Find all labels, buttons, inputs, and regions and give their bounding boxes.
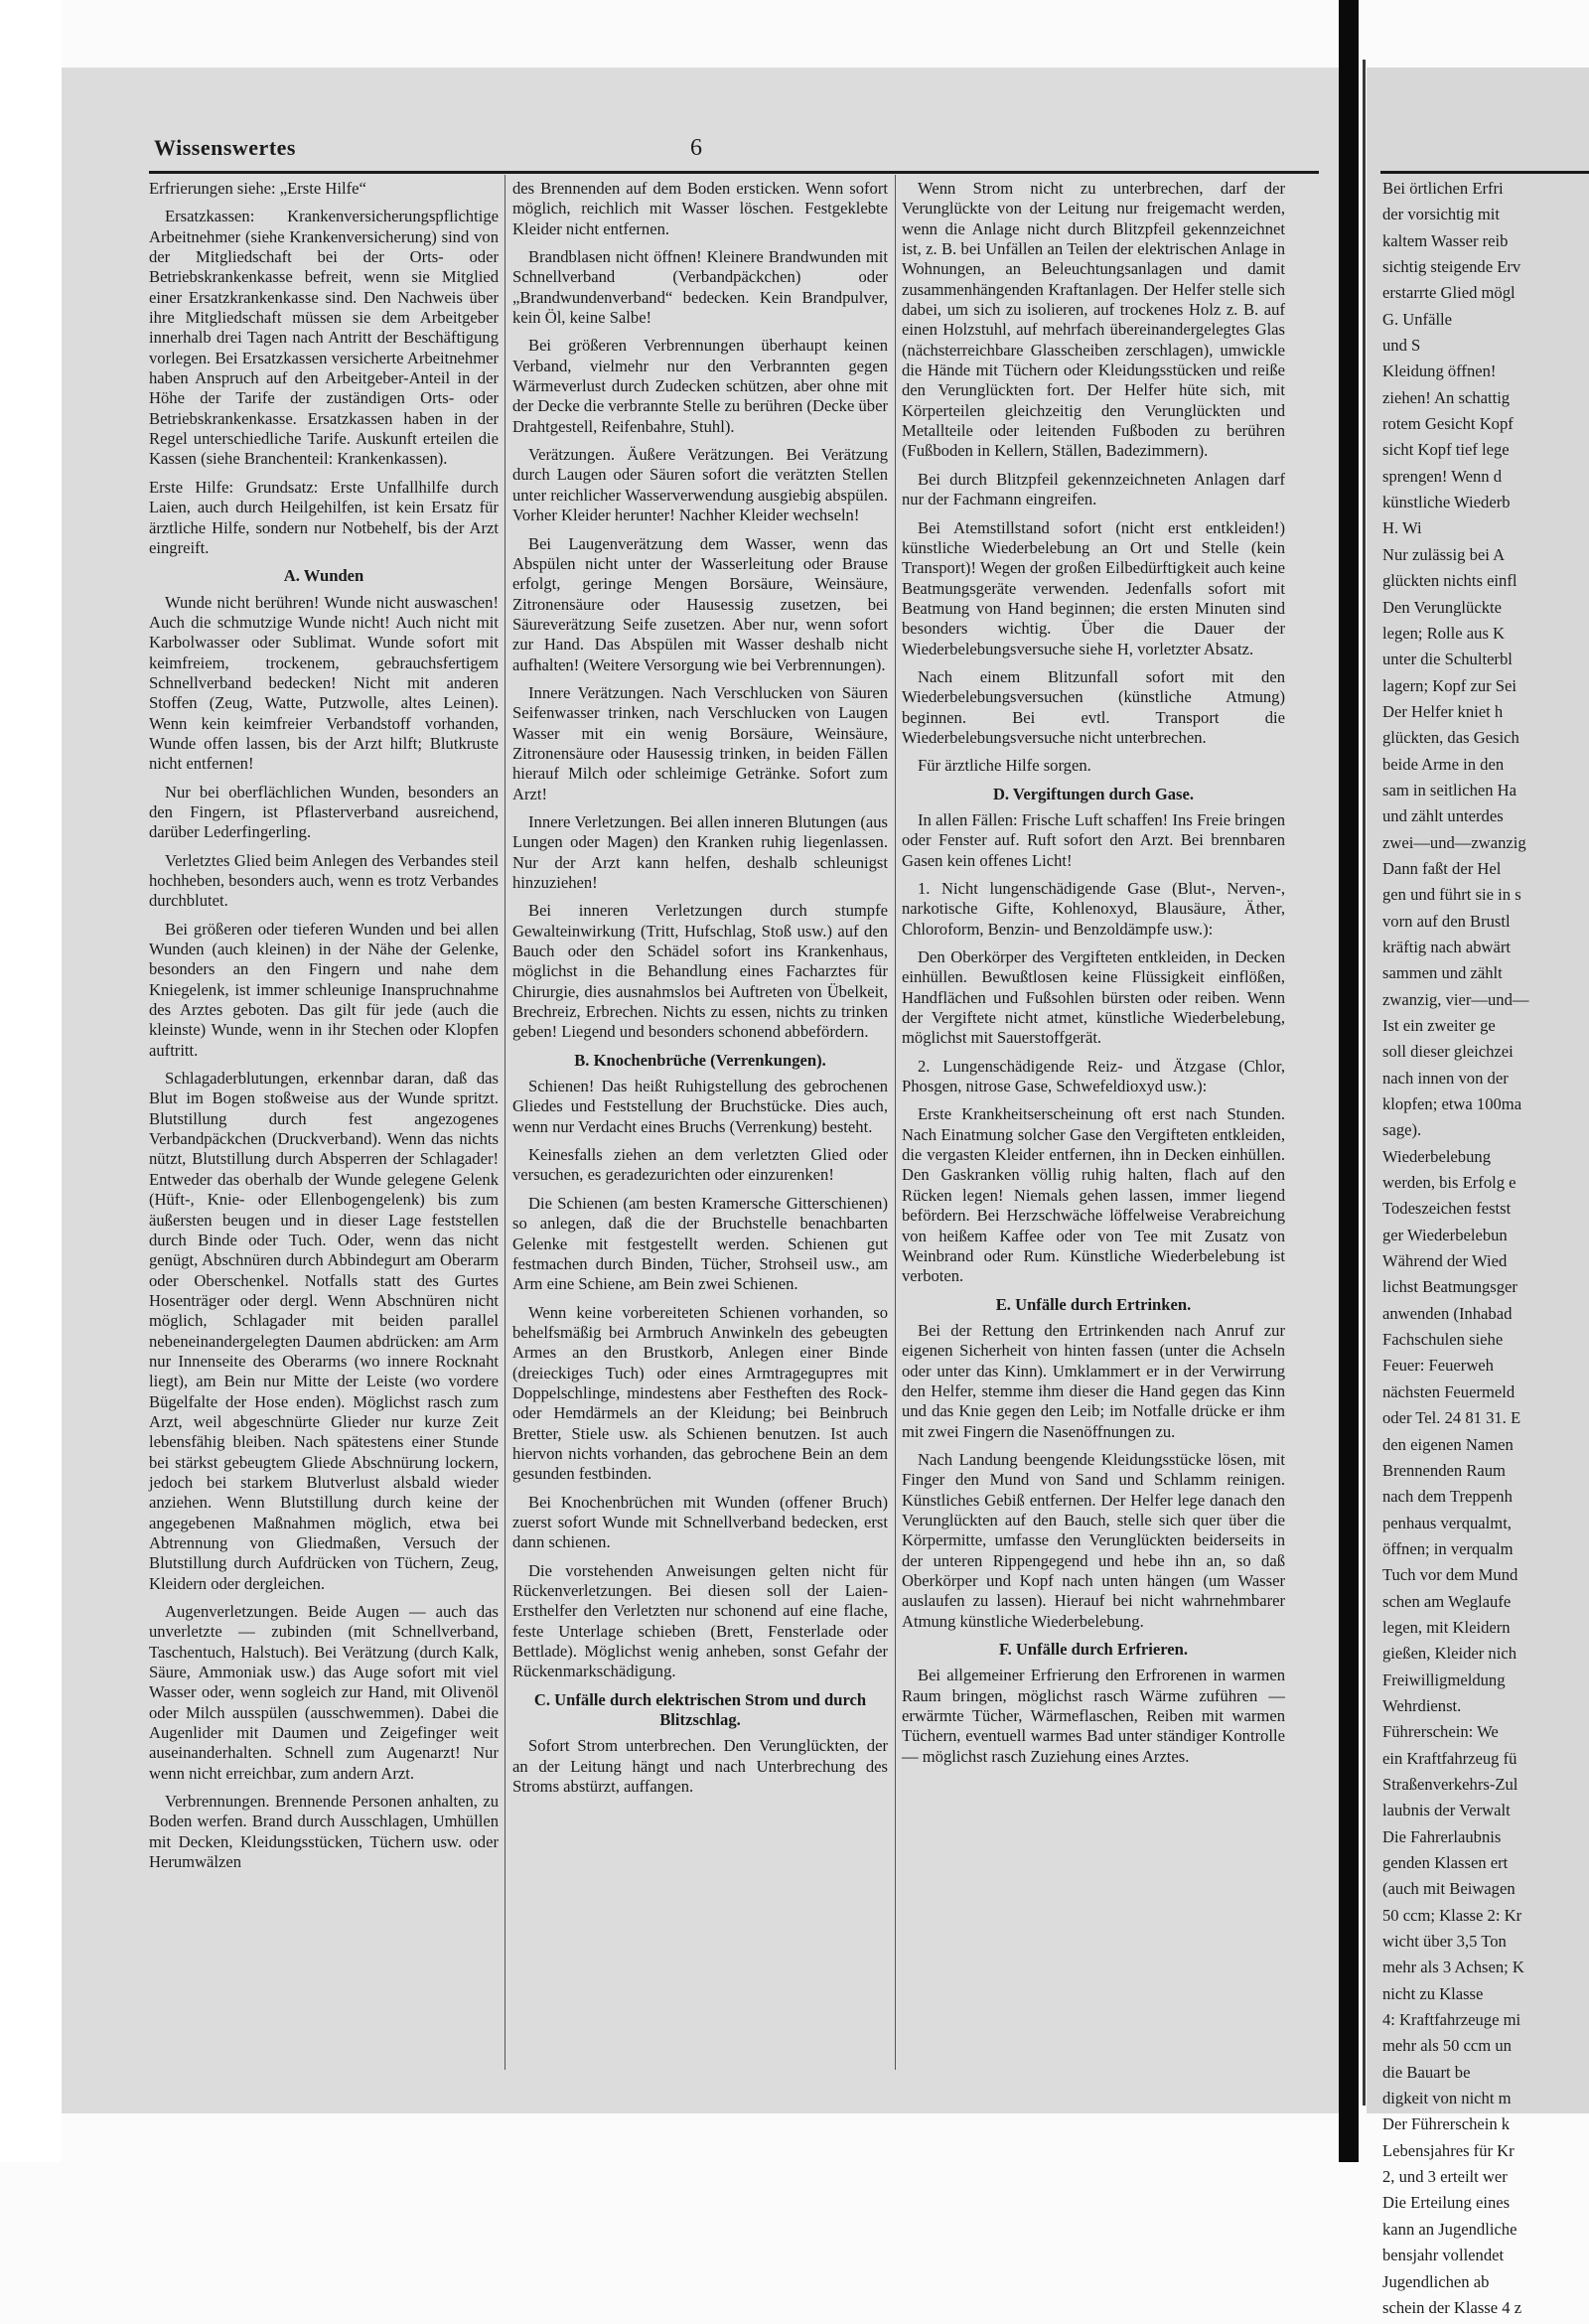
facing-text-line: Wiederbelebung (1382, 1146, 1491, 1166)
facing-text-line: vorn auf den Brustl (1382, 911, 1511, 931)
paragraph: Innere Verätzungen. Nach Verschlucken von Säuren Seifenwasser trinken, nach Verschlucken von Laugen Wasser mit ein wenig Borsäure, Weinsäure, Zitronensäure oder Hausessig trinken, in beiden Fällen hierauf Milch oder schleimige Getränke. Sofort zum Arzt! (512, 682, 888, 803)
facing-text-line: sichtig steigende Erv (1382, 257, 1521, 277)
facing-text-line: sage). (1382, 1120, 1422, 1140)
facing-text-line: nicht zu Klasse (1382, 1983, 1484, 2003)
facing-text-line: Wehrdienst. (1382, 1695, 1462, 1715)
facing-text-line: Führerschein: We (1382, 1722, 1499, 1742)
facing-text-line: mehr als 50 ccm un (1382, 2036, 1512, 2056)
facing-text-line: künstliche Wiederb (1382, 493, 1511, 512)
text-column-1 (149, 179, 499, 1881)
paragraph: Keinesfalls ziehen an dem verletzten Glied oder versuchen, es geradezurichten oder einzurenken! (512, 1145, 888, 1185)
facing-text-line: oder Tel. 24 81 31. E (1382, 1408, 1521, 1428)
paragraph: Brandblasen nicht öffnen! Kleinere Brandwunden mit Schnellverband (Verbandpäckchen) oder „Brandwundenverband“ bedecken. Kein Brandpulver, kein Öl, keine Salbe! (512, 247, 888, 328)
paragraph: Nach Landung beengende Kleidungsstücke lösen, mit Finger den Mund von Sand und Schlamm reinigen. Künstliches Gebiß entfernen. Der Helfer lege danach den Verunglückten auf den Bauch, stelle sich quer über die Körpermitte, umfasse den Verunglückten beiderseits in der unteren Rippengegend und hebe ihn an, so daß Oberkörper und Kopf nach unten hängen (um Wasser auslaufen zu lassen). Hierauf bei nicht wahrnehmbarer Atmung künstliche Wiederbelebung. (902, 1449, 1285, 1631)
facing-text-line: H. Wi (1382, 518, 1422, 538)
facing-text-line: Feuer: Feuerweh (1382, 1356, 1494, 1376)
facing-text-line: öffnen; in verqualm (1382, 1538, 1514, 1558)
facing-text-line: gießen, Kleider nich (1382, 1644, 1517, 1664)
facing-text-line: den eigenen Namen (1382, 1434, 1514, 1454)
column-divider (505, 175, 506, 2070)
paragraph: Erste Hilfe: Grundsatz: Erste Unfallhilfe durch Laien, auch durch Heilgehilfen, ist kein Ersatz für ärztliche Hilfe, sondern nur Notbehelf, bis der Arzt eingreift. (149, 477, 499, 557)
facing-text-line: Den Verunglückte (1382, 597, 1502, 617)
section-heading: E. Unfälle durch Ertrinken. (995, 1294, 1192, 1314)
section-heading: B. Knochenbrüche (Verrenkungen). (574, 1050, 826, 1070)
facing-text-line: nächsten Feuermeld (1382, 1381, 1516, 1401)
facing-text-line: sprengen! Wenn d (1382, 466, 1503, 486)
facing-text-line: schen am Weglaufe (1382, 1591, 1512, 1611)
paragraph: 2. Lungenschädigende Reiz- und Ätzgase (Chlor, Phosgen, nitrose Gase, Schwefeldioxyd usw.): (902, 1056, 1285, 1096)
facing-text-line: die Bauart be (1382, 2062, 1471, 2082)
paragraph: Die vorstehenden Anweisungen gelten nicht für Rückenverletzungen. Bei diesen soll der Laien-Ersthelfer den Verletzten nur schonend auf eine flache, feste Unterlage schieben (Brett, Fensterlade oder Bettlade). Möglichst wenig anheben, sonst Gefahr der Rückenmarkschädigung. (512, 1560, 888, 1681)
paragraph: Erfrierungen siehe: „Erste Hilfe“ (149, 179, 366, 198)
facing-text-line: rotem Gesicht Kopf (1382, 414, 1514, 434)
paragraph: Bei allgemeiner Erfrierung den Erfrorenen in warmen Raum bringen, möglichst rasch Wärme zuführen — erwärmte Tücher, Wärmeflaschen, Reiben mit warmen Tüchern, eventuell warmes Bad unter ständiger Kontrolle — möglichst rasch Zuziehung eines Arztes. (902, 1666, 1285, 1766)
facing-text-line: und zählt unterdes (1382, 806, 1504, 826)
facing-text-line: zwanzig, vier—und— (1382, 989, 1529, 1009)
facing-text-line: Bei örtlichen Erfri (1382, 179, 1504, 198)
scan-margin (0, 0, 62, 2162)
facing-text-line: kräftig nach abwärt (1382, 937, 1511, 956)
facing-text-line: Die Erteilung eines (1382, 2193, 1511, 2213)
facing-text-line: G. Unfälle (1382, 309, 1453, 329)
facing-text-line: schein der Klasse 4 z (1382, 2297, 1522, 2317)
facing-text-line: Dann faßt der Hel (1382, 858, 1502, 878)
facing-text-line: 50 ccm; Klasse 2: Kr (1382, 1905, 1522, 1925)
paragraph: Wenn Strom nicht zu unterbrechen, darf der Verunglückte von der Leitung nur freigemacht werden, wenn die Anlage nicht durch Blitzpfeil gekennzeichnet ist, z. B. bei Unfällen an Teilen der elektrischen Anlage in Wohnungen, an Beleuchtungsanlagen und damit zusammenhängenden Kraftanlagen. Der Helfer stelle sich dabei, um sich zu isolieren, auf trockenes Holz z. B. auf einen Holzstuhl, auf mehrfach übereinandergelegtes Glas (nächsterreichbare Glasscheiben zerschlagen), umwickle die Hände mit Tüchern oder Kleidungsstücken und reiße den Verunglückten fort. Der Helfer hüte sich, mit Körperteilen gleichzeitig den Verunglückten und Metallteile oder leitenden Fußboden zu berühren (Fußboden in Kellern, Ställen, Badezimmern). (902, 179, 1285, 461)
facing-text-line: penhaus verqualmt, (1382, 1513, 1512, 1532)
section-heading: C. Unfälle durch elektrischen Strom und durch Blitzschlag. (533, 1689, 867, 1730)
facing-text-line: kann an Jugendliche (1382, 2219, 1517, 2239)
text-column-2 (512, 179, 888, 1805)
facing-text-line: genden Klassen ert (1382, 1853, 1509, 1872)
paragraph: Bei inneren Verletzungen durch stumpfe Gewalteinwirkung (Tritt, Hufschlag, Stoß usw.) auf den Bauch oder den Schädel sofort ins Krankenhaus, möglichst in die Behandlung eines Facharztes für Chirurgie, dies ausnahmslos bei Auftreten von Übelkeit, Brechreiz, Erbrechen. Nichts zu essen, nichts zu trinken geben! Liegend und besonders schonend abbefördern. (512, 901, 888, 1042)
facing-text-line: der vorsichtig mit (1382, 205, 1500, 224)
paragraph: Erste Krankheitserscheinung oft erst nach Stunden. Nach Einatmung solcher Gase den Vergifteten entkleiden, die vergasten Kleider entfernen, ihn in Decken einhüllen. Den Gaskranken völlig ruhig halten, flach auf den Rücken legen! Niemals gehen lassen, immer liegend befördern. Bei Herzschwäche löffelweise Verabreichung von heißem Kaffee oder von Tee mit Zusatz von Weinbrand oder Rum. Künstliche Wiederbelebung ist verboten. (902, 1104, 1285, 1286)
facing-text-line: Die Fahrerlaubnis (1382, 1826, 1502, 1846)
facing-text-line: Straßenverkehrs-Zul (1382, 1774, 1518, 1794)
facing-text-line: ziehen! An schattig (1382, 387, 1511, 407)
facing-text-line: glückten nichts einfl (1382, 571, 1517, 591)
facing-text-line: werden, bis Erfolg e (1382, 1173, 1517, 1193)
facing-text-line: laubnis der Verwalt (1382, 1801, 1511, 1820)
paragraph: Bei durch Blitzpfeil gekennzeichneten Anlagen darf nur der Fachmann eingreifen. (902, 469, 1285, 509)
facing-text-line: Während der Wied (1382, 1251, 1508, 1271)
paragraph: Augenverletzungen. Beide Augen — auch das unverletzte — zubinden (mit Schnellverband, Taschentuch, Halstuch). Bei Verätzung (durch Kalk, Säure, Ammoniak usw.) das Auge sofort mit viel Wasser oder, wenn sogleich zur Hand, mit Olivenöl oder Milch ausspülen (ausschwemmen). Dabei die Augenlider mit Daumen und Zeigefinger weit auseinanderhalten. Schnell zum Augenarzt! Nur wenn nicht erreichbar, zum andern Arzt. (149, 1602, 499, 1783)
paragraph: Nur bei oberflächlichen Wunden, besonders an den Fingern, ist Pflasterverband ausreichend, darüber Lederfingerling. (149, 782, 499, 842)
facing-text-line: Jugendlichen ab (1382, 2271, 1490, 2291)
paragraph: des Brennenden auf dem Boden ersticken. Wenn sofort möglich, reichlich mit Wasser löschen. Festgeklebte Kleider nicht entfernen. (512, 179, 888, 238)
facing-text-line: Ist ein zweiter ge (1382, 1016, 1496, 1035)
paragraph: Wenn keine vorbereiteten Schienen vorhanden, so behelfsmäßig bei Armbruch Anwinkeln des gebeugten Armes an den Brustkorb, Anlegen einer Binde (dreieckiges Tuch) oder eines Armtrageguртes mit Doppelschlinge, mindestens aber Festheften des Rock- oder Hemdärmels an der Kleidung; bei Beinbruch Bretter, Stiele usw. als Schienen benutzen. Ist auch hiervon nichts vorhanden, das gebrochene Bein an dem gesunden festbinden. (512, 1302, 888, 1484)
facing-text-line: unter die Schulterbl (1382, 650, 1513, 669)
section-heading: F. Unfälle durch Erfrieren. (998, 1640, 1189, 1660)
paragraph: Verletztes Glied beim Anlegen des Verbandes steil hochheben, besonders auch, wenn es trotz Verbandes durchblutet. (149, 850, 499, 911)
paragraph: Ersatzkassen: Krankenversicherungspflichtige Arbeitnehmer (siehe Krankenversicherung) sind von der Mitgliedschaft bei der Orts- oder Betriebskrankenkasse befreit, wenn sie Mitglied einer Ersatzkrankenkasse sind. Den Nachweis über ihre Mitgliedschaft müssen sie dem Arbeitgeber innerhalb drei Tagen nach Antritt der Beschäftigung vorlegen. Bei Ersatzkassen versicherte Arbeitnehmer haben Anspruch auf den Arbeitgeber-Anteil in der Höhe der Tarife der zuständigen Orts- oder Betriebskrankenkasse. Ersatzkassen haben in der Regel unterschiedliche Tarife. Auskunft erteilen die Kassen (siehe Branchenteil: Krankenkassen). (149, 207, 499, 469)
section-heading: A. Wunden (283, 566, 364, 586)
facing-text-line: legen, mit Kleidern (1382, 1617, 1511, 1637)
facing-text-line: anwenden (Inhabad (1382, 1303, 1513, 1323)
paragraph: In allen Fällen: Frische Luft schaffen! Ins Freie bringen oder Fenster auf. Ruft sofort den Arzt. Bei brennbaren Gasen kein offenes Licht! (902, 809, 1285, 870)
facing-text-line: legen; Rolle aus K (1382, 623, 1506, 643)
paragraph: Für ärztliche Hilfe sorgen. (918, 756, 1091, 776)
text-column-3 (902, 179, 1285, 1775)
paragraph: Bei größeren Verbrennungen überhaupt keinen Verband, vielmehr nur den Verbrannten gegen Wärmeverlust durch Zudecken schützen, aber ohne mit der Decke die verbrannte Stelle zu berühren (Decke über Drahtgestell, Reifenbahre, Stuhl). (512, 336, 888, 436)
page-gutter (1339, 0, 1359, 2162)
paragraph: 1. Nicht lungenschädigende Gase (Blut-, Nerven-, narkotische Gifte, Kohlenoxyd, Blausäure, Äther, Chloroform, Benzin- und Benzoldämpfe usw.): (902, 879, 1285, 939)
facing-text-line: Lebensjahres für Kr (1382, 2140, 1515, 2160)
facing-page-column (1382, 179, 1589, 2324)
facing-text-line: gen und führt sie in s (1382, 885, 1521, 905)
facing-text-line: beide Arme in den (1382, 754, 1505, 774)
paragraph: Bei größeren oder tieferen Wunden und bei allen Wunden (auch kleinen) in der Nähe der Gelenke, besonders an den Fingern und nahe dem Kniegelenk, ist immer schleunige Inanspruchnahme des Arztes geboten. Das gilt für jede (auch die kleinste) Wunde, wenn in ihr Stechen oder Klopfen auftritt. (149, 919, 499, 1060)
facing-text-line: soll dieser gleichzei (1382, 1042, 1514, 1062)
facing-text-line: Nur zulässig bei A (1382, 544, 1506, 564)
facing-text-line: glückten, das Gesich (1382, 728, 1519, 748)
facing-text-line: mehr als 3 Achsen; K (1382, 1958, 1524, 1977)
facing-text-line: Kleidung öffnen! (1382, 362, 1497, 381)
paragraph: Schienen! Das heißt Ruhigstellung des gebrochenen Gliedes und Feststellung der Bruchstücke. Dies auch, wenn nur Verdacht eines Bruchs (Verrenkung) besteht. (512, 1077, 888, 1136)
facing-text-line: wicht über 3,5 Ton (1382, 1932, 1507, 1952)
paragraph: Wunde nicht berühren! Wunde nicht auswaschen! Auch die schmutzige Wunde nicht! Auch nicht mit Karbolwasser oder Sublimat. Wunde sofort mit keimfreiem, trockenem, gebrauchsfertigem Schnellverband bedecken! Nicht mit anderen Stoffen (Zeug, Watte, Putzwolle, altes Leinen). Wenn kein keimfreier Verbandstoff vorhanden, Wunde offen lassen, bis der Arzt hilft; Blutkruste nicht entfernen! (149, 592, 499, 774)
facing-text-line: Brennenden Raum (1382, 1460, 1506, 1480)
facing-text-line: sicht Kopf tief lege (1382, 440, 1510, 460)
facing-text-line: ger Wiederbelebun (1382, 1225, 1508, 1244)
paragraph: Innere Verletzungen. Bei allen inneren Blutungen (aus Lungen oder Magen) den Kranken ruhig liegenlassen. Nur der Arzt kann helfen, deshalb schleunigst hinzuziehen! (512, 811, 888, 892)
facing-text-line: sammen und zählt (1382, 963, 1503, 983)
facing-text-line: ein Kraftfahrzeug fü (1382, 1748, 1517, 1768)
facing-text-line: Tuch vor dem Mund (1382, 1565, 1518, 1585)
facing-text-line: und S (1382, 336, 1421, 356)
facing-text-line: kaltem Wasser reib (1382, 230, 1509, 250)
section-title: Wissenswertes (154, 135, 296, 160)
column-divider (895, 175, 896, 2070)
facing-text-line: erstarrte Glied mögl (1382, 283, 1516, 303)
page-header (154, 135, 1316, 165)
section-heading: D. Vergiftungen durch Gase. (992, 784, 1195, 803)
facing-text-line: Der Führerschein k (1382, 2114, 1511, 2134)
facing-text-line: Fachschulen siehe (1382, 1330, 1504, 1350)
facing-text-line: klopfen; etwa 100ma (1382, 1094, 1522, 1114)
facing-text-line: Freiwilligmeldung (1382, 1670, 1506, 1689)
facing-text-line: zwei—und—zwanzig (1382, 832, 1526, 852)
facing-text-line: Todeszeichen festst (1382, 1199, 1512, 1219)
paragraph: Verbrennungen. Brennende Personen anhalten, zu Boden werfen. Brand durch Ausschlagen, Umhüllen mit Decken, Kleidungsstücken, Tüchern usw. oder Herumwälzen (149, 1792, 499, 1872)
facing-text-line: lagern; Kopf zur Sei (1382, 675, 1517, 695)
facing-text-line: bensjahr vollendet (1382, 2246, 1505, 2265)
paragraph: Bei der Rettung den Ertrinkenden nach Anruf zur eigenen Sicherheit von hinten fassen (unter die Achseln oder unter das Kinn). Umklammert er in der Verwirrung den Helfer, stemme ihm dieser die Hand gegen das Kinn und das Knie gegen den Leib; im Notfalle drücke er ihm mit zwei Fingern die Nasenöffnungen zu. (902, 1320, 1285, 1441)
facing-text-line: nach innen von der (1382, 1068, 1509, 1088)
facing-text-line: Der Helfer kniet h (1382, 701, 1504, 721)
header-rule (149, 171, 1319, 174)
paragraph: Bei Knochenbrüchen mit Wunden (offener Bruch) zuerst sofort Wunde mit Schnellverband bedecken, erst dann schienen. (512, 1492, 888, 1552)
paragraph: Verätzungen. Äußere Verätzungen. Bei Verätzung durch Laugen oder Säuren sofort die verätzten Stellen unter reichlicher Wasserverwendung ausgiebig abspülen. Vorher Kleider herunter! Nachher Kleider wechseln! (512, 445, 888, 525)
paragraph: Nach einem Blitzunfall sofort mit den Wiederbelebungsversuchen (künstliche Atmung) beginnen. Bei evtl. Transport die Wiederbelebungsversuche nicht unterbrechen. (902, 666, 1285, 747)
facing-text-line: lichst Beatmungsger (1382, 1277, 1517, 1297)
gutter-edge (1363, 60, 1366, 2106)
paragraph: Sofort Strom unterbrechen. Den Verunglückten, der an der Leitung hängt und nach Unterbrechung des Stroms abstürzt, auffangen. (512, 1736, 888, 1797)
facing-header-rule (1380, 171, 1589, 174)
paragraph: Schlagaderblutungen, erkennbar daran, daß das Blut im Bogen stoßweise aus der Wunde spritzt. Blutstillung durch fest angezogenes Verbandpäckchen (Druckverband). Wenn das nichts nützt, Blutstillung durch Absperren der Schlagader! Entweder das oberhalb der Wunde gelegene Gelenk (Hüft-, Knie- oder Ellenbogengelenk) bis zum äußersten beugen und in dieser Lage feststellen durch Binde oder Tuch. Oder, wenn das nicht genügt, Abschnüren durch Abbindegurt am Oberarm oder Oberschenkel. Notfalls statt des Gurtes Hosenträger oder dergl. Wenn Abschnüren nicht möglich, Schlagader mit beiden parallel nebeneinandergelegten Daumen abdrücken: am Arm nur Innenseite des Oberarms (wo innere Rocknaht liegt), am Bein nur Mitte der Leiste (wo vordere Bügelfalte der Hose enden). Möglichst rasch zum Arzt, weil abgeschnürte Glieder nur kurze Zeit lebensfähig bleiben. Nach spätestens einer Stunde bei stärkst gebeugtem Gliede Abschnürung lockern, jedoch bei starkem Blutverlust alsbald wieder anziehen. Wenn Blutstillung durch keine der angegebenen Maßnahmen möglich, etwa bei Abtrennung von Gliedmaßen, Versuch der Blutstillung durch Aufdrücken von Tüchern, Zeug, Kleidern oder dergleichen. (149, 1069, 499, 1593)
paragraph: Die Schienen (am besten Kramersche Gitterschienen) so anlegen, daß die der Bruchstelle benachbarten Gelenke mit festgestellt werden. Schienen gut festmachen durch Binden, Tücher, Strohseil usw., am Arm eine Schiene, am Bein zwei Schienen. (512, 1193, 888, 1294)
facing-text-line: nach dem Treppenh (1382, 1487, 1513, 1507)
page-number: 6 (690, 135, 702, 161)
facing-text-line: 2, und 3 erteilt wer (1382, 2167, 1508, 2187)
paragraph: Bei Atemstillstand sofort (nicht erst entkleiden!) künstliche Wiederbelebung an Ort und Stelle (kein Transport)! Wegen der großen Eilbedürftigkeit auch keine Beatmungsgeräte verwenden. Jedenfalls sofort mit Beatmung von Hand beginnen; die ersten Minuten sind besonders wichtig. Über die Dauer der Wiederbelebungsversuche siehe H, vorletzter Absatz. (902, 517, 1285, 658)
paragraph: Den Oberkörper des Vergifteten entkleiden, in Decken einhüllen. Bewußtlosen keine Flüssigkeit einflößen, Handflächen und Fußsohlen bürsten oder reiben. Wenn der Vergiftete nicht atmet, künstliche Wiederbelebung, möglichst mit Sauerstoffgerät. (902, 947, 1285, 1048)
facing-text-line: digkeit von nicht m (1382, 2089, 1512, 2108)
paragraph: Bei Laugenverätzung dem Wasser, wenn das Abspülen nicht unter der Wasserleitung oder Brause erfolgt, geringe Mengen Borsäure, Weinsäure, Zitronensäure oder Hausessig zusetzen, bei Säureverätzung Seife zusetzen. Aber nur, wenn sofort zur Hand. Das Abspülen mit Wasser deshalb nicht aufhalten! (Weitere Versorgung wie bei Verbrennungen). (512, 533, 888, 674)
facing-text-line: (auch mit Beiwagen (1382, 1879, 1516, 1899)
facing-text-line: 4: Kraftfahrzeuge mi (1382, 2010, 1521, 2030)
facing-text-line: sam in seitlichen Ha (1382, 780, 1517, 799)
